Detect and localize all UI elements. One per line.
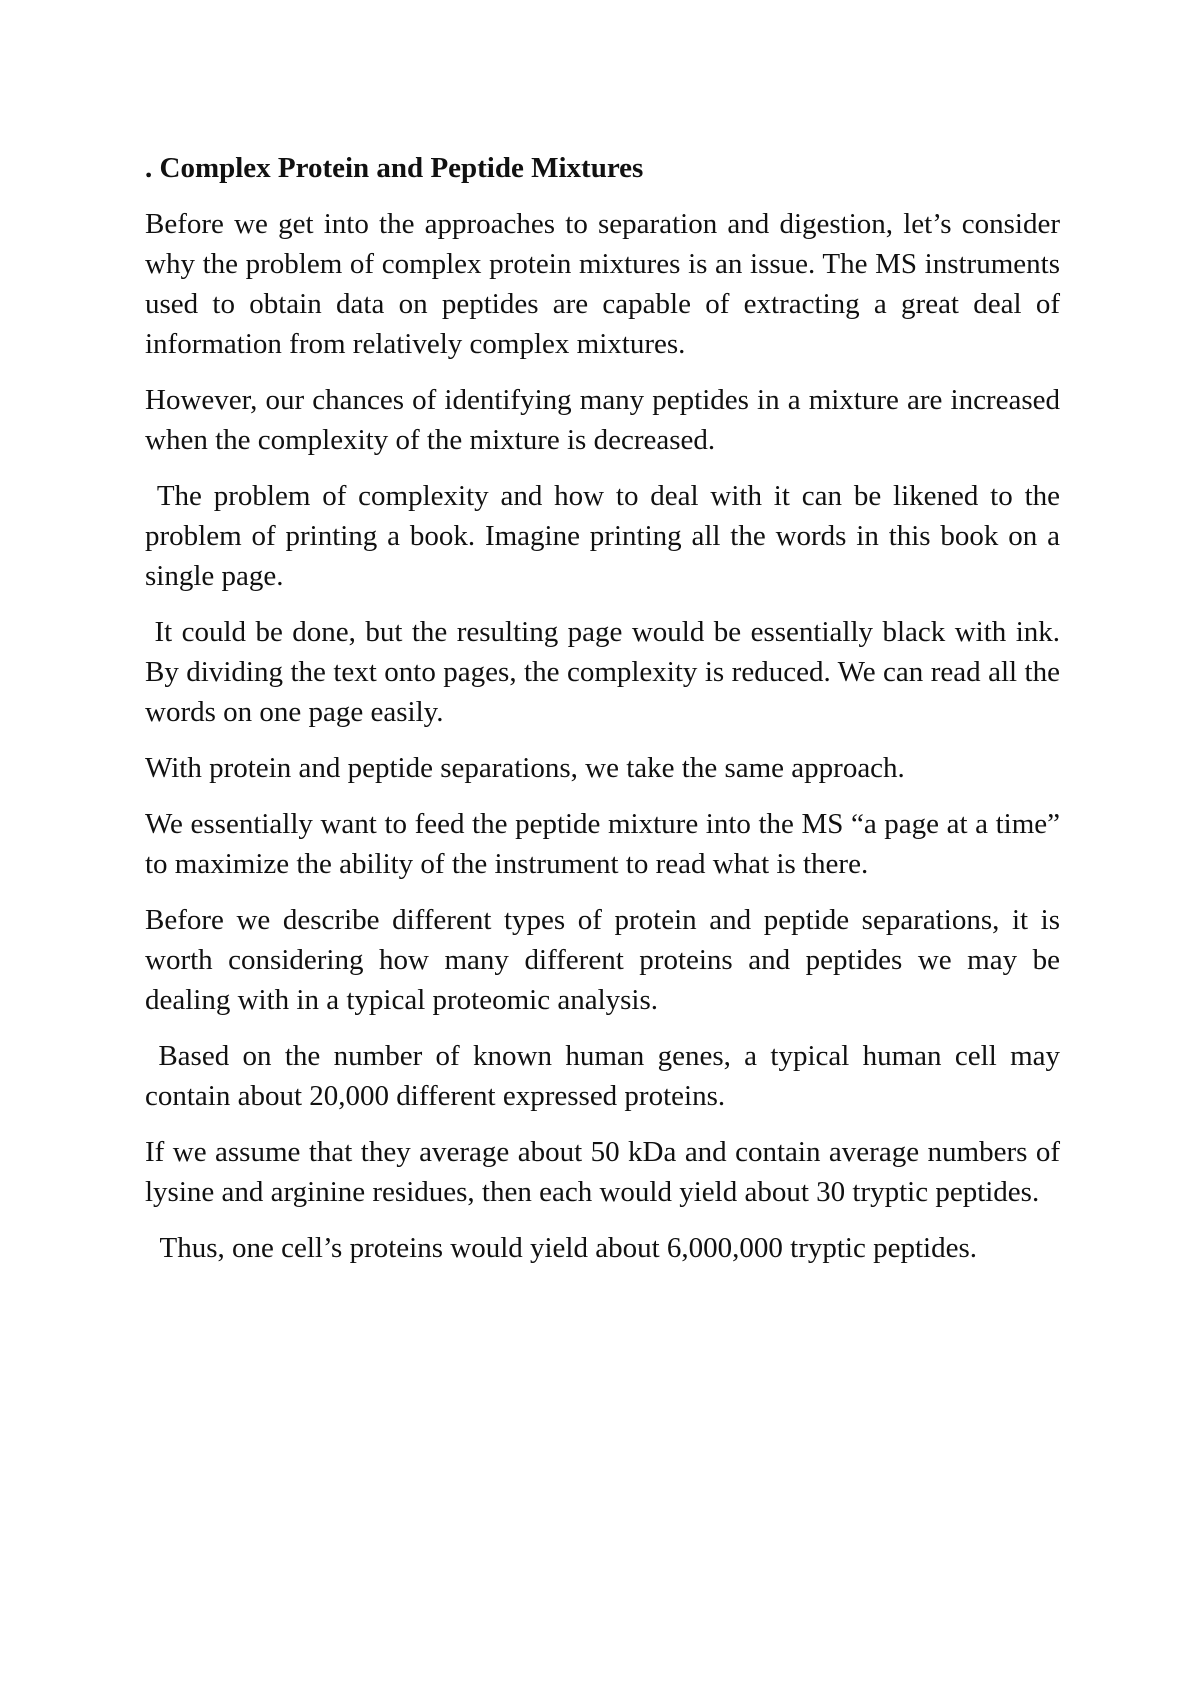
paragraph-8: Based on the number of known human genes, a typical human cell may contain about 20,000 different expressed proteins. [145, 1040, 1068, 1112]
paragraph-2: However, our chances of identifying many peptides in a mixture are increased when the complexity of the mixture is decreased. [145, 384, 1068, 456]
paragraph-7: Before we describe different types of protein and peptide separations, it is worth considering how many different proteins and peptides we may be dealing with in a typical proteomic analysis. [145, 904, 1068, 1016]
paragraph-6: We essentially want to feed the peptide mixture into the MS “a page at a time” to maximize the ability of the instrument to read what is there. [145, 808, 1068, 880]
paragraph-4: It could be done, but the resulting page would be essentially black with ink. By dividing the text onto pages, the complexity is reduced. We can read all the words on one page easily. [145, 616, 1068, 728]
paragraph-9: If we assume that they average about 50 kDa and contain average numbers of lysine and arginine residues, then each would yield about 30 tryptic peptides. [145, 1136, 1068, 1208]
paragraph-3: The problem of complexity and how to deal with it can be likened to the problem of printing a book. Imagine printing all the words in this book on a single page. [145, 480, 1068, 592]
section-heading: . Complex Protein and Peptide Mixtures [145, 152, 644, 184]
document-body [145, 148, 1068, 1284]
paragraph-10: Thus, one cell’s proteins would yield about 6,000,000 tryptic peptides. [145, 1232, 978, 1264]
paragraph-1: Before we get into the approaches to separation and digestion, let’s consider why the problem of complex protein mixtures is an issue. The MS instruments used to obtain data on peptides are capable of extracting a great deal of information from relatively complex mixtures. [145, 208, 1068, 360]
paragraph-5: With protein and peptide separations, we take the same approach. [145, 752, 905, 784]
